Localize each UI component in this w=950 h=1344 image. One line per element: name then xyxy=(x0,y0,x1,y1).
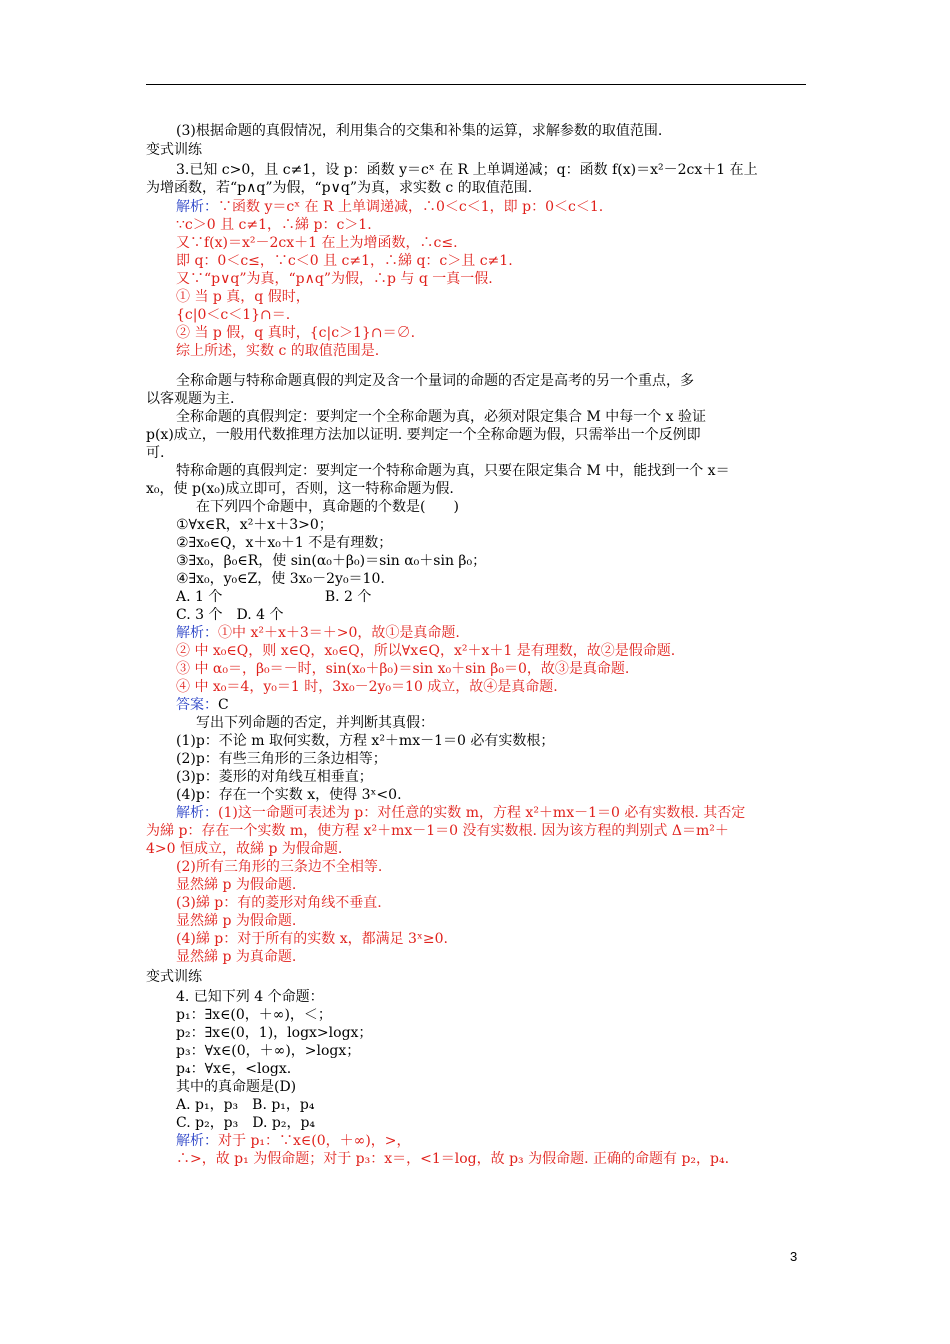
line-text: (2)p：有些三角形的三条边相等； xyxy=(176,751,387,767)
text-line xyxy=(176,697,806,713)
line-text: 以客观题为主. xyxy=(146,391,235,407)
text-line xyxy=(176,949,806,965)
line-text: ③ 中 α₀＝，β₀＝－时，sin(x₀＋β₀)＝sin x₀＋sin β₀＝0，故③是真命题. xyxy=(176,661,630,677)
line-text: ∵函数 y＝cˣ 在 R 上单调递减，∴0＜c＜1，即 p：0＜c＜1. xyxy=(218,199,604,215)
line-text: C. 3 个 D. 4 个 xyxy=(176,607,284,623)
header-rule xyxy=(146,84,806,85)
text-line xyxy=(176,343,806,359)
line-text: ∴>，故 p₁ 为假命题；对于 p₃：x＝，<1＝log，故 p₃ 为假命题. 正确的命题有 p₂，p₄. xyxy=(176,1151,730,1167)
text-line xyxy=(146,969,806,985)
line-text: 可. xyxy=(146,445,165,461)
line-text: ① 当 p 真，q 假时， xyxy=(176,289,310,305)
text-line xyxy=(146,823,806,839)
line-text: 对于 p₁：∵x∈(0，＋∞)，>， xyxy=(218,1133,411,1149)
line-text: p₂：∃x∈(0，1)，logx>logx； xyxy=(176,1025,373,1041)
line-text: (1)p：不论 m 取何实数，方程 x²＋mx－1＝0 必有实数根； xyxy=(176,733,555,749)
text-line xyxy=(176,1133,806,1149)
text-line xyxy=(146,180,806,196)
line-text: 4>0 恒成立，故綈 p 为假命题. xyxy=(146,841,343,857)
line-text: ④∃x₀，y₀∈Z，使 3x₀－2y₀＝10. xyxy=(176,571,385,587)
text-line xyxy=(176,913,806,929)
text-line xyxy=(176,607,806,623)
answer-label: 答案： xyxy=(176,697,218,713)
text-line xyxy=(176,751,806,767)
text-line xyxy=(176,625,806,641)
line-text: 为綈 p：存在一个实数 m，使方程 x²＋mx－1＝0 没有实数根. 因为该方程的判别式 Δ＝m²＋ xyxy=(146,823,729,839)
text-line xyxy=(176,162,806,178)
text-line xyxy=(176,895,806,911)
line-text: ② 当 p 假，q 真时，{c|c＞1}∩＝∅. xyxy=(176,325,416,341)
text-line xyxy=(176,571,806,587)
line-text: 又∵“p∨q”为真，“p∧q”为假，∴p 与 q 一真一假. xyxy=(176,271,493,287)
line-text: (3)綈 p：有的菱形对角线不垂直. xyxy=(176,895,382,911)
line-text: 4. 已知下列 4 个命题： xyxy=(176,989,324,1005)
line-text: (4)p：存在一个实数 x，使得 3ˣ<0. xyxy=(176,787,402,803)
line-text: 3.已知 c>0，且 c≠1，设 p：函数 y＝cˣ 在 R 上单调递减；q：函数 f(x)＝x²－2cx＋1 在上 xyxy=(176,162,758,178)
line-text: ③∃x₀，β₀∈R，使 sin(α₀＋β₀)＝sin α₀＋sin β₀； xyxy=(176,553,487,569)
text-line xyxy=(176,307,806,323)
line-text: x₀，使 p(x₀)成立即可，否则，这一特称命题为假. xyxy=(146,481,454,497)
text-line xyxy=(176,123,806,139)
text-line xyxy=(176,535,806,551)
text-line xyxy=(146,142,806,158)
text-line xyxy=(146,445,806,461)
line-text: 写出下列命题的否定，并判断其真假： xyxy=(196,715,434,731)
line-text: {c|0＜c＜1}∩＝. xyxy=(176,307,291,323)
page-number: 3 xyxy=(790,1249,798,1264)
line-text: 即 q：0＜c≤，∵c＜0 且 c≠1，∴綈 q：c＞且 c≠1. xyxy=(176,253,513,269)
text-line xyxy=(176,877,806,893)
answer-label: 解析： xyxy=(176,625,218,641)
line-text: 综上所述，实数 c 的取值范围是. xyxy=(176,343,380,359)
text-line xyxy=(176,679,806,695)
text-line xyxy=(176,325,806,341)
text-line xyxy=(176,373,806,389)
answer-label: 解析： xyxy=(176,805,218,821)
line-text: 显然綈 p 为假命题. xyxy=(176,913,297,929)
text-line xyxy=(176,733,806,749)
line-text: p₁：∃x∈(0，＋∞)，＜； xyxy=(176,1007,332,1023)
text-line xyxy=(176,1043,806,1059)
text-line xyxy=(196,715,806,731)
text-line xyxy=(146,427,806,443)
line-text: p₃：∀x∈(0，＋∞)，>logx； xyxy=(176,1043,361,1059)
text-line xyxy=(176,661,806,677)
line-text: C. p₂，p₃ D. p₂，p₄ xyxy=(176,1115,316,1131)
line-text: A. p₁，p₃ B. p₁，p₄ xyxy=(176,1097,315,1113)
line-text: ∵c＞0 且 c≠1，∴綈 p：c＞1. xyxy=(176,217,372,233)
text-line xyxy=(176,1097,806,1113)
text-line xyxy=(176,217,806,233)
text-line xyxy=(176,1025,806,1041)
line-text: 其中的真命题是(D) xyxy=(176,1079,297,1095)
line-text: (4)綈 p：对于所有的实数 x，都满足 3ˣ≥0. xyxy=(176,931,448,947)
text-line xyxy=(176,1115,806,1131)
text-line xyxy=(176,553,806,569)
line-text: p₄：∀x∈，<logx. xyxy=(176,1061,292,1077)
text-line xyxy=(176,589,806,605)
line-text: p(x)成立，一般用代数推理方法加以证明. 要判定一个全称命题为假，只需举出一个反例即 xyxy=(146,427,701,443)
text-line xyxy=(176,989,806,1005)
line-text: A. 1 个 B. 2 个 xyxy=(176,589,372,605)
line-text: (3)p：菱形的对角线互相垂直； xyxy=(176,769,373,785)
text-line xyxy=(176,253,806,269)
line-text: 为增函数，若“p∧q”为假，“p∨q”为真，求实数 c 的取值范围. xyxy=(146,180,533,196)
line-text: 变式训练 xyxy=(146,142,202,158)
text-line xyxy=(146,391,806,407)
answer-label: 解析： xyxy=(176,199,218,215)
line-text: 全称命题的真假判定：要判定一个全称命题为真，必须对限定集合 M 中每一个 x 验证 xyxy=(176,409,707,425)
line-text: (3)根据命题的真假情况，利用集合的交集和补集的运算，求解参数的取值范围. xyxy=(176,123,663,139)
text-line xyxy=(176,1079,806,1095)
text-line xyxy=(176,787,806,803)
text-line xyxy=(176,769,806,785)
line-text: 显然綈 p 为真命题. xyxy=(176,949,297,965)
text-line xyxy=(176,199,806,215)
text-line xyxy=(176,1061,806,1077)
line-text: 显然綈 p 为假命题. xyxy=(176,877,297,893)
text-line xyxy=(176,1151,806,1167)
line-text: ②∃x₀∈Q，x＋x₀＋1 不是有理数； xyxy=(176,535,393,551)
text-line xyxy=(176,859,806,875)
line-text: 变式训练 xyxy=(146,969,202,985)
line-text: 又∵f(x)＝x²－2cx＋1 在上为增函数，∴c≤. xyxy=(176,235,458,251)
line-text: ④ 中 x₀＝4，y₀＝1 时，3x₀－2y₀＝10 成立，故④是真命题. xyxy=(176,679,558,695)
text-line xyxy=(146,481,806,497)
text-line xyxy=(196,499,806,515)
line-text: ② 中 x₀∈Q，则 x∈Q，x₀∈Q，所以∀x∈Q，x²＋x＋1 是有理数，故②是假命题. xyxy=(176,643,676,659)
line-text: ①中 x²＋x＋3＝＋>0，故①是真命题. xyxy=(218,625,460,641)
text-line xyxy=(176,517,806,533)
line-text: ①∀x∈R，x²＋x＋3>0； xyxy=(176,517,333,533)
line-text: C xyxy=(218,697,229,713)
text-line xyxy=(176,463,806,479)
answer-label: 解析： xyxy=(176,1133,218,1149)
text-line xyxy=(176,643,806,659)
line-text: (2)所有三角形的三条边不全相等. xyxy=(176,859,383,875)
line-text: (1)这一命题可表述为 p：对任意的实数 m，方程 x²＋mx－1＝0 必有实数根. 其否定 xyxy=(218,805,746,821)
line-text: 特称命题的真假判定：要判定一个特称命题为真，只要在限定集合 M 中，能找到一个 x＝ xyxy=(176,463,730,479)
text-line xyxy=(146,841,806,857)
text-line xyxy=(176,1007,806,1023)
text-line xyxy=(176,235,806,251)
text-line xyxy=(176,271,806,287)
line-text: 全称命题与特称命题真假的判定及含一个量词的命题的否定是高考的另一个重点，多 xyxy=(176,373,694,389)
line-text: 在下列四个命题中，真命题的个数是( ) xyxy=(196,499,459,515)
text-line xyxy=(176,289,806,305)
text-line xyxy=(176,931,806,947)
text-line xyxy=(176,409,806,425)
text-line xyxy=(176,805,806,821)
